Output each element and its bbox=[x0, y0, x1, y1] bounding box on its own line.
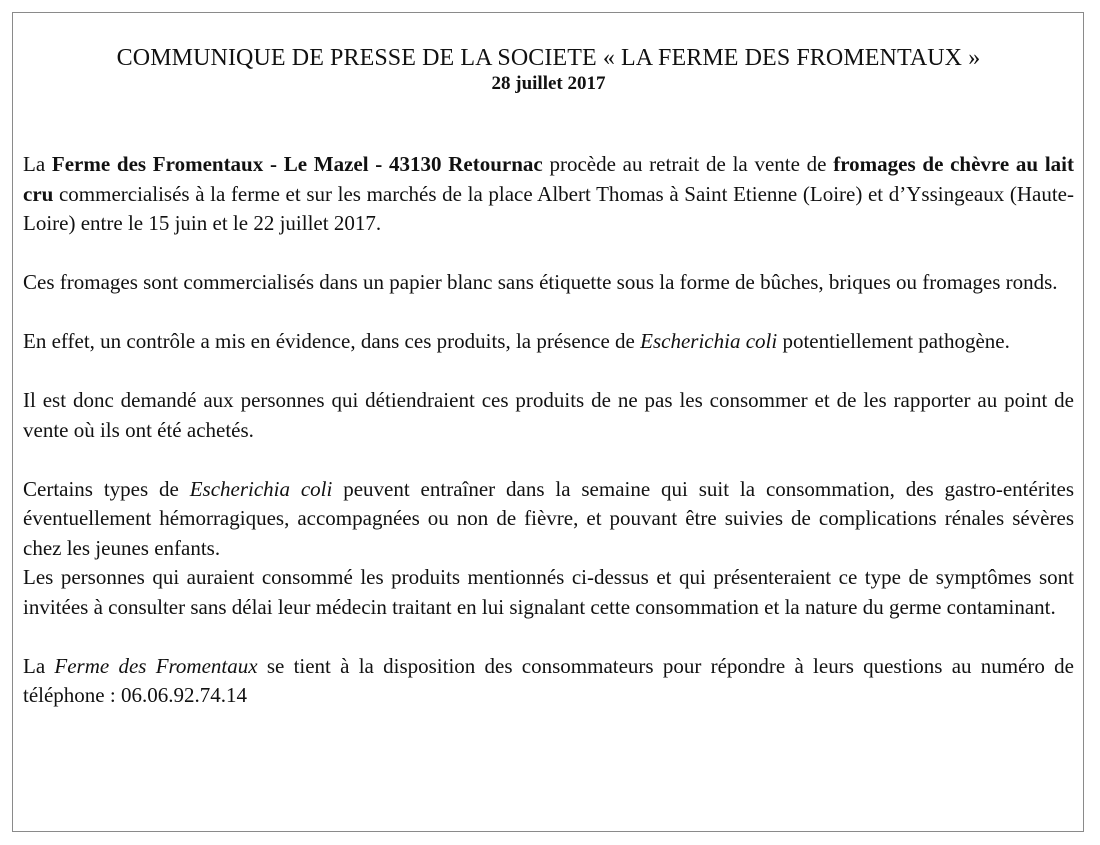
paragraph-recall-notice bbox=[23, 150, 1074, 239]
farm-address: Ferme des Fromentaux - Le Mazel - 43130 Retournac bbox=[51, 152, 543, 176]
document-date: 28 juillet 2017 bbox=[491, 73, 606, 94]
text: commercialisés à la ferme et sur les marchés de la place Albert Thomas à Saint Etienne (Loire) et d’Yssingeaux (Haute-Loire) entre le 15 juin et le 22 juillet 2017. bbox=[23, 181, 1074, 235]
paragraph-packaging: Ces fromages sont commercialisés dans un papier blanc sans étiquette sous la forme de bûches, briques ou fromages ronds. bbox=[23, 270, 1058, 294]
bacteria-name: Escherichia coli bbox=[189, 476, 333, 501]
farm-name: Ferme des Fromentaux bbox=[54, 653, 258, 678]
paragraph-contact bbox=[23, 652, 1074, 711]
bacteria-name: Escherichia coli bbox=[640, 329, 778, 353]
paragraph-instructions: Il est donc demandé aux personnes qui détiendraient ces produits de ne pas les consommer et de les rapporter au point de vente où ils ont été achetés. bbox=[23, 388, 1074, 442]
document-title: COMMUNIQUE DE PRESSE DE LA SOCIETE « LA FERME DES FROMENTAUX » bbox=[116, 45, 981, 71]
paragraph-contamination bbox=[23, 327, 1074, 357]
text: La bbox=[23, 152, 52, 176]
text: se tient à la disposition des consommateurs pour répondre à leurs questions au numéro de téléphone : 06.06.92.74.14 bbox=[23, 653, 1074, 707]
paragraph-medical-advice: Les personnes qui auraient consommé les produits mentionnés ci-dessus et qui présenteraient ce type de symptômes sont invitées à consulter sans délai leur médecin traitant en lui signalant cette consommation et la nature du germe contaminant. bbox=[23, 565, 1074, 619]
text: procède au retrait de la vente de bbox=[542, 152, 834, 176]
press-release bbox=[23, 44, 1074, 711]
text: potentiellement pathogène. bbox=[777, 329, 1010, 353]
text: Certains types de bbox=[23, 476, 190, 501]
paragraph-health-risks bbox=[23, 475, 1074, 564]
text: La bbox=[23, 653, 55, 678]
product-name: fromages de chèvre au lait cru bbox=[23, 152, 1074, 206]
text: peuvent entraîner dans la semaine qui suit la consommation, des gastro-entérites éventuellement hémorragiques, accompagnées ou non de fièvre, et pouvant être suivies de complications rénales sévères chez les jeunes enfants. bbox=[23, 476, 1074, 560]
text: En effet, un contrôle a mis en évidence, dans ces produits, la présence de bbox=[23, 329, 641, 353]
